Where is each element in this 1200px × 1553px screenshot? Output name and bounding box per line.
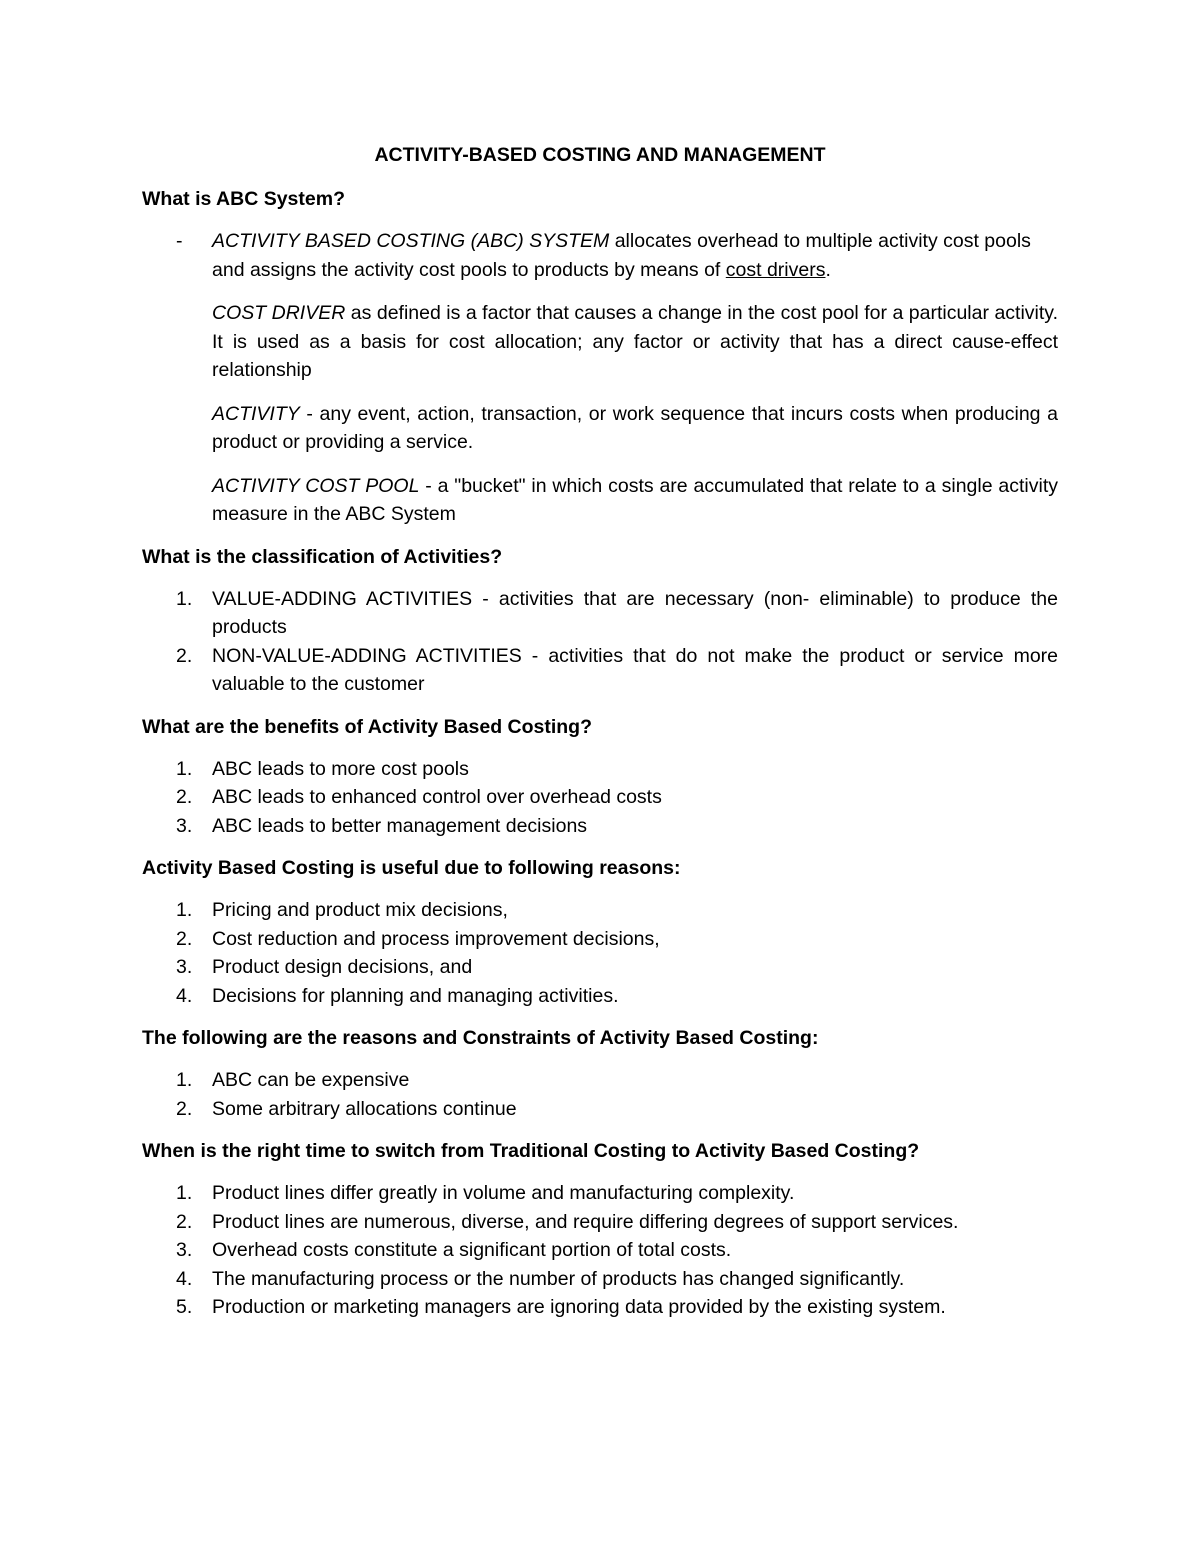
list-number: 1. [176, 587, 193, 610]
list-item-text: Cost reduction and process improvement decisions, [212, 927, 660, 950]
list-number: 2. [176, 644, 193, 667]
definition-text-end: . [825, 258, 831, 281]
list-number: 3. [176, 1239, 193, 1261]
section-heading-classification: What is the classification of Activities? [142, 545, 503, 568]
section-heading-useful: Activity Based Costing is useful due to following reasons: [142, 857, 681, 879]
list-number: 1. [176, 1069, 193, 1091]
list-number: 3. [176, 956, 193, 978]
list-item [142, 812, 1058, 841]
list-number: 2. [176, 1097, 193, 1120]
dash-bullet: - [176, 230, 183, 252]
section-what-is-abc [142, 187, 1058, 529]
section-heading-benefits: What are the benefits of Activity Based Costing? [142, 715, 593, 738]
section-useful-reasons [142, 856, 1058, 1010]
list-item [142, 585, 1058, 642]
list-number: 3. [176, 814, 193, 837]
section-switch-timing [142, 1139, 1058, 1322]
list-item-text: NON-VALUE-ADDING ACTIVITIES - activities that do not make the product or service more valuable to the customer [212, 644, 1058, 695]
list-item [142, 1208, 1058, 1237]
list-item [142, 896, 1058, 925]
section-classification [142, 545, 1058, 699]
list-item-text: Production or marketing managers are ignoring data provided by the existing system. [212, 1296, 946, 1318]
list-item-text: Overhead costs constitute a significant portion of total costs. [212, 1239, 732, 1261]
definition-text: allocates overhead to multiple activity cost pools and assigns the activity cost pools to products by means of [212, 230, 1031, 281]
list-item-text: Pricing and product mix decisions, [212, 899, 508, 921]
list-item-text: Product lines differ greatly in volume and manufacturing complexity. [212, 1182, 795, 1204]
benefits-list [142, 755, 1058, 841]
list-item-text: ABC leads to better management decisions [212, 814, 588, 837]
list-item-text: VALUE-ADDING ACTIVITIES - activities that are necessary (non- eliminable) to produce the products [212, 587, 1058, 638]
list-item [142, 642, 1058, 699]
list-item-text: Some arbitrary allocations continue [212, 1097, 517, 1120]
definition-text: - any event, action, transaction, or work sequence that incurs costs when producing a product or providing a service. [212, 402, 1058, 453]
list-item [142, 1066, 1058, 1095]
list-number: 2. [176, 1210, 193, 1233]
definition-activity-cost-pool [212, 472, 1058, 529]
list-item [142, 1293, 1058, 1322]
list-number: 2. [176, 927, 193, 950]
list-number: 1. [176, 1182, 193, 1204]
list-item [142, 1095, 1058, 1124]
definition-abc-system [212, 227, 1058, 284]
list-item-text: Product lines are numerous, diverse, and require differing degrees of support services. [212, 1210, 959, 1233]
definition-term: ACTIVITY BASED COSTING (ABC) SYSTEM [212, 230, 610, 252]
list-number: 1. [176, 757, 193, 780]
definition-cost-driver [212, 299, 1058, 385]
list-item [142, 982, 1058, 1011]
list-number: 4. [176, 1267, 193, 1290]
section-heading-what-is-abc: What is ABC System? [142, 188, 345, 210]
list-item [142, 783, 1058, 812]
definition-activity [212, 400, 1058, 457]
list-item-text: The manufacturing process or the number of products has changed significantly. [212, 1267, 905, 1290]
list-item [142, 925, 1058, 954]
document-title: ACTIVITY-BASED COSTING AND MANAGEMENT [374, 144, 826, 166]
list-number: 2. [176, 786, 193, 808]
definition-term: COST DRIVER [212, 302, 346, 324]
definitions-block [142, 227, 1058, 529]
list-item-text: Product design decisions, and [212, 956, 473, 978]
cost-drivers-underlined: cost drivers [725, 258, 826, 281]
list-item [142, 953, 1058, 982]
definition-term: ACTIVITY COST POOL [212, 474, 420, 497]
list-item-text: ABC can be expensive [212, 1069, 410, 1091]
list-item-text: ABC leads to more cost pools [212, 757, 469, 780]
useful-reasons-list [142, 896, 1058, 1010]
list-number: 5. [176, 1296, 193, 1318]
constraints-list [142, 1066, 1058, 1123]
list-item-text: ABC leads to enhanced control over overhead costs [212, 786, 662, 808]
switch-timing-list [142, 1179, 1058, 1322]
list-number: 1. [176, 899, 193, 921]
section-constraints [142, 1026, 1058, 1123]
section-heading-constraints: The following are the reasons and Constraints of Activity Based Costing: [142, 1027, 819, 1049]
list-item [142, 1265, 1058, 1294]
definition-text: as defined is a factor that causes a change in the cost pool for a particular activity. It is used as a basis for cost allocation; any factor or activity that has a direct cause-effect relationship [212, 302, 1059, 381]
list-number: 4. [176, 984, 193, 1007]
classification-list [142, 585, 1058, 699]
list-item-text: Decisions for planning and managing activities. [212, 984, 619, 1007]
section-heading-switch: When is the right time to switch from Traditional Costing to Activity Based Costing? [142, 1140, 920, 1162]
definition-term: ACTIVITY [212, 402, 300, 425]
list-item [142, 1179, 1058, 1208]
section-benefits [142, 715, 1058, 841]
list-item [142, 755, 1058, 784]
definition-text: - a "bucket" in which costs are accumulated that relate to a single activity measure in the ABC System [212, 474, 1058, 525]
list-item [142, 1236, 1058, 1265]
